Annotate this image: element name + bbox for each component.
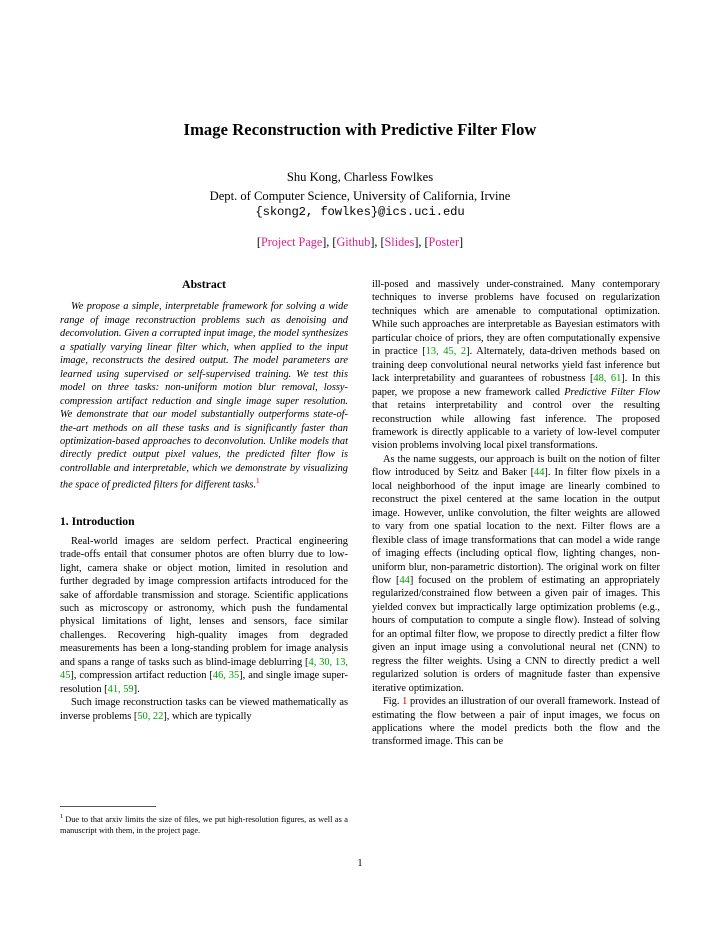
footnote-rule [60,806,156,807]
citation-41-59[interactable]: 41, 59 [107,683,134,695]
intro-paragraph-2-right: ill-posed and massively under-constrained. Many contemporary techniques to inverse problems have focused on regularization techniques which are amenable to computational optimization. While such approaches are interpretable as Bayesian estimators with particular choice of priors, they are often computationally expensive in practice [13, 45, 2]. Alternately, data-driven methods based on training deep convolutional neural networks yield fast inference but lack interpretability and guarantees of robustness [48, 61]. In this paper, we propose a new framework called Predictive Filter Flow that retains interpretability and control over the resulting reconstruction while allowing fast inference. The proposed framework is directly applicable to a variety of low-level computer vision problems involving local pixel transformations. [372,279,660,452]
intro-p1-text-a: Real-world images are seldom perfect. Practical engineering trade-offs entail that consumer photos are often blurry due to low-light, camera shake or object motion, limited in resolution and further degraded by image compression artifacts introduced for the sake of affordable transmission and storage. Scientific applications such as microscopy or astronomy, which push the fundamental physical limitations of light, lenses and sensors, face similar challenges. Recovering high-quality images from degraded measurements has been a long-standing problem for image analysis and spans a range of tasks such as blind-image deblurring [60,535,348,668]
author-list: Shu Kong, Charless Fowlkes [286,170,434,184]
footnote-content [60,811,348,836]
section-spacer [60,492,348,515]
intro-p3-text-a: As the name suggests, our approach is built on the notion of filter flow introduced by Seitz and Baker [372,453,660,479]
link-sep-1: , [326,235,333,249]
intro-p2-text-a: Such image reconstruction tasks can be viewed mathematically as inverse problems [60,697,348,722]
citation-13-45-2[interactable]: 13, 45, 2 [425,346,467,358]
footnote-block [60,806,348,836]
intro-p4-text-b: provides an illustration of our overall framework. Instead of estimating the flow between a pair of input images, we focus on applications where the model predicts both the flow and the transformed image. This can be [372,696,661,748]
intro-p2-text-d: . In this paper, we propose a new framework called [372,373,660,398]
citation-46-35[interactable]: 46, 35 [212,670,240,682]
bracket-open-4: [ [424,235,429,249]
intro-p2-lead: , which are typically [166,710,252,722]
bracket-open-2: [ [332,235,337,249]
term-predictive-filter-flow: Predictive Filter Flow [564,386,660,398]
footnote-marker[interactable]: 1 [256,477,260,486]
introduction-heading: 1. Introduction [60,515,135,529]
footnote-text: Due to that arxiv limits the size of files, we put high-resolution figures, as well as a manuscript with them, in the project page. [60,814,348,835]
citation-4-30-13-45[interactable]: 4, 30, 13, 45 [60,656,348,682]
link-github[interactable]: Github [336,235,371,249]
link-slides[interactable]: Slides [384,235,415,249]
intro-paragraph-2-left: Such image reconstruction tasks can be viewed mathematically as inverse problems [50, 22], which are typically [60,697,348,722]
abstract-text: We propose a simple, interpretable framework for solving a wide range of image reconstruction problems such as denoising and deconvolution. Given a corrupted input image, the model synthesizes a spatially varying linear filter which, when applied to the input image, reconstructs the desired output. The model parameters are learned using supervised or self-supervised training. We test this model on three tasks: non-uniform motion blur removal, lossy-compression artifact reduction and single image super resolution. We demonstrate that our model substantially outperforms state-of-the-art methods on all these tasks and is significantly faster than optimization-based approaches to deconvolution. Unlike models that directly predict output pixel values, the predicted filter flow is controllable and interpretable, which we demonstrate by visualizing the space of predicted filters for different tasks. [60,301,348,491]
affiliation: Dept. of Computer Science, University of California, Irvine [209,189,511,203]
bracket-close-2: ] [370,235,375,249]
intro-paragraph-1: Real-world images are seldom perfect. Practical engineering trade-offs entail that consumer photos are often blurry due to low-light, camera shake or object motion, limited in resolution and further degraded by image compression artifacts introduced for the sake of affordable transmission and storage. Scientific applications such as microscopy or astronomy, which push the fundamental physical limitations of light, lenses and sensors, face similar challenges. Recovering high-quality images from degraded measurements has been a long-standing problem for image analysis and spans a range of tasks such as blind-image deblurring [4, 30, 13, 45], compression artifact reduction [46, 35], and single image super-resolution [41, 59]. [60,535,348,695]
column-right [372,278,660,749]
footnote-number: 1 [60,813,64,820]
intro-p2-text-c: . Alternately, data-driven methods based on training deep convolutional neural networks yield fast inference but lack interpretability and guarantees of robustness [372,346,660,385]
bracket-open-3: [ [380,235,385,249]
intro-p2-text-e: that retains interpretability and control over the resulting reconstruction while allowing fast inference. The proposed framework is directly applicable to a variety of low-level computer vision problems involving local pixel transformations. [372,400,660,452]
abstract-heading: Abstract [182,277,226,291]
abstract-body [60,300,348,492]
citation-48-61[interactable]: 48, 61 [593,373,622,385]
page-number: 1 [357,858,363,869]
bracket-open-1: [ [256,235,261,249]
bracket-close-4: ] [459,235,464,249]
column-left [60,278,348,723]
citation-44-second[interactable]: 44 [399,574,410,586]
abstract-paragraph [60,300,348,492]
intro-p1-text-b: , compression artifact reduction [73,670,210,682]
citation-44-first[interactable]: 44 [534,467,545,479]
intro-paragraph-3: As the name suggests, our approach is built on the notion of filter flow introduced by Seitz and Baker [44]. In filter flow pixels in a local neighborhood of the input image are linearly combined to reconstruct the pixel centered at the same location in the output image. However, unlike convolution, the filter weights are allowed to vary from one spatial location to the next. Filter flows are a flexible class of image transformations that can model a wide range of imaging effects (including optical flow, lighting changes, non-uniform blur, non-parametric distortion). The original work on filter flow [44] focused on the problem of estimating an appropriately regularized/constrained flow between a given pair of images. This yielded convex but impractically large optimization problems (e.g., hours of computation to compute a single flow). Instead of solving for an optimal filter flow, we propose to directly predict a filter flow given an input image using a convolutional neural net (CNN) to regress the filter weights. Using a CNN to directly predict a well regularized solution is orders of magnitude faster than expensive iterative optimization. [372,453,660,694]
intro-paragraph-4 [372,695,660,749]
author-email: {skong2, fowlkes}@ics.uci.edu [255,205,465,219]
citation-50-22[interactable]: 50, 22 [137,710,164,722]
intro-p2-text-b: ill-posed and massively under-constrained. Many contemporary techniques to inverse problems have focused on regularization techniques which are amenable to computational optimization. While such approaches are interpretable as Bayesian estimators with particular choice of priors, they are often computationally expensive in practice [372,279,660,358]
intro-p3-text-c: focused on the problem of estimating an appropriately regularized/constrained flow between a given pair of images. This yielded convex but impractically large optimization problems (e.g., hours of computation to compute a single flow). Instead of solving for an optimal filter flow, we propose to directly predict a filter flow given an input image using a convolutional neural net (CNN) to regress the filter weights. Using a CNN to directly predict a well regularized solution is orders of magnitude faster than expensive iterative optimization. [372,574,660,694]
link-poster[interactable]: Poster [428,235,460,249]
bracket-close-1: ] [322,235,327,249]
page-title: Image Reconstruction with Predictive Filter Flow [183,120,537,139]
intro-p3-text-b: . In filter flow pixels in a local neighborhood of the input image are linearly combined to reconstruct the pixel centered at the same location in the output image. However, unlike convolution, the filter weights are allowed to vary from one spatial location to the next. Filter flows are a flexible class of image transformations that can model a wide range of imaging effects (including optical flow, lighting changes, non-uniform blur, non-parametric distortion). The original work on filter flow [372,467,660,586]
intro-p4-text-a: Fig. [383,696,403,708]
resource-links [60,235,660,250]
link-sep-2: , [374,235,381,249]
link-sep-3: , [418,235,425,249]
link-project-page[interactable]: Project Page [260,235,323,249]
bracket-close-3: ] [414,235,419,249]
figure-reference-1[interactable]: 1 [402,696,408,708]
intro-p1-text-d: . [137,683,140,695]
intro-p1-text-c: , and single image super-resolution [60,670,348,695]
